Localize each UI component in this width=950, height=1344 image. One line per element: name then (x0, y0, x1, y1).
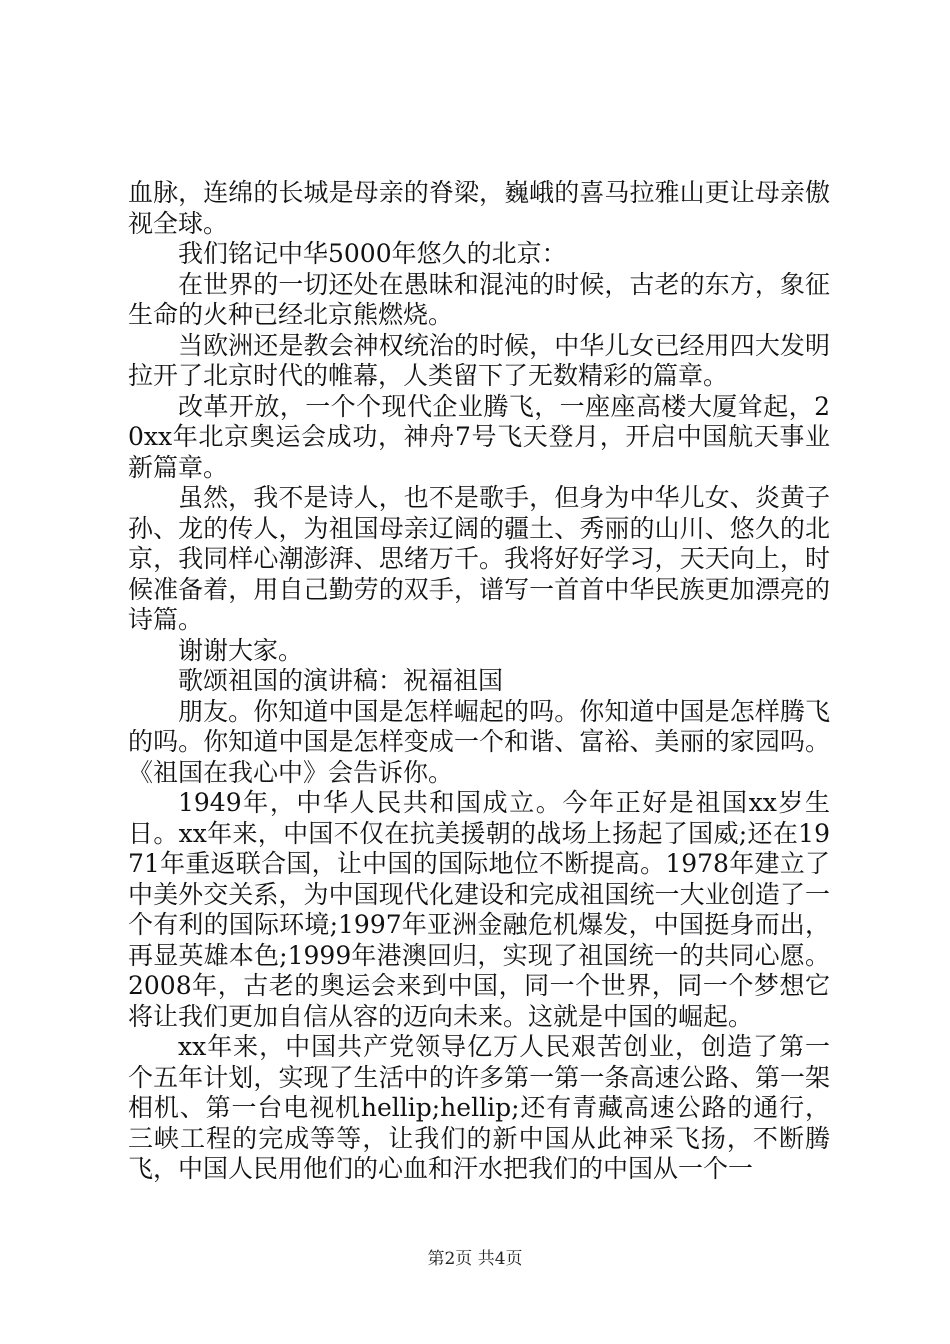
paragraph: xx年来，中国共产党领导亿万人民艰苦创业，创造了第一个五年计划，实现了生活中的许多第一第一条高速公路、第一架相机、第一台电视机hellip;hellip;还有青藏高速公路的通行，三峡工程的完成等等，让我们的新中国从此神采飞扬，不断腾飞，中国人民用他们的心血和汗水把我们的中国从一个一 (128, 1032, 830, 1183)
paragraph: 朋友。你知道中国是怎样崛起的吗。你知道中国是怎样腾飞的吗。你知道中国是怎样变成一个和谐、富裕、美丽的家园吗。《祖国在我心中》会告诉你。 (128, 696, 830, 787)
paragraph: 血脉，连绵的长城是母亲的脊梁，巍峨的喜马拉雅山更让母亲傲视全球。 (128, 178, 830, 238)
paragraph: 歌颂祖国的演讲稿：祝福祖国 (178, 666, 504, 695)
paragraph: 当欧洲还是教会神权统治的时候，中华儿女已经用四大发明拉开了北京时代的帷幕，人类留下了无数精彩的篇章。 (128, 330, 830, 390)
paragraph: 1949年，中华人民共和国成立。今年正好是祖国xx岁生日。xx年来，中国不仅在抗美援朝的战场上扬起了国威;还在1971年重返联合国，让中国的国际地位不断提高。1978年建立了中美外交关系，为中国现代化建设和完成祖国统一大业创造了一个有利的国际环境;1997年亚洲金融危机爆发，中国挺身而出，再显英雄本色;1999年港澳回归，实现了祖国统一的共同心愿。2008年，古老的奥运会来到中国，同一个世界，同一个梦想它将让我们更加自信从容的迈向未来。这就是中国的崛起。 (128, 788, 830, 1031)
document-body (128, 178, 830, 1185)
page-footer: 第2页 共4页 (427, 1249, 523, 1269)
paragraph: 谢谢大家。 (178, 635, 304, 665)
paragraph: 虽然，我不是诗人，也不是歌手，但身为中华儿女、炎黄子孙、龙的传人，为祖国母亲辽阔的疆土、秀丽的山川、悠久的北京，我同样心潮澎湃、思绪万千。我将好好学习，天天向上，时候准备着，用自己勤劳的双手，谱写一首首中华民族更加漂亮的诗篇。 (128, 483, 830, 634)
paragraph: 我们铭记中华5000年悠久的北京： (178, 239, 567, 268)
paragraph: 改革开放，一个个现代企业腾飞，一座座高楼大厦耸起，20xx年北京奥运会成功，神舟7号飞天登月，开启中国航天事业新篇章。 (128, 391, 830, 482)
paragraph: 在世界的一切还处在愚昧和混沌的时候，古老的东方，象征生命的火种已经北京熊燃烧。 (128, 269, 830, 329)
